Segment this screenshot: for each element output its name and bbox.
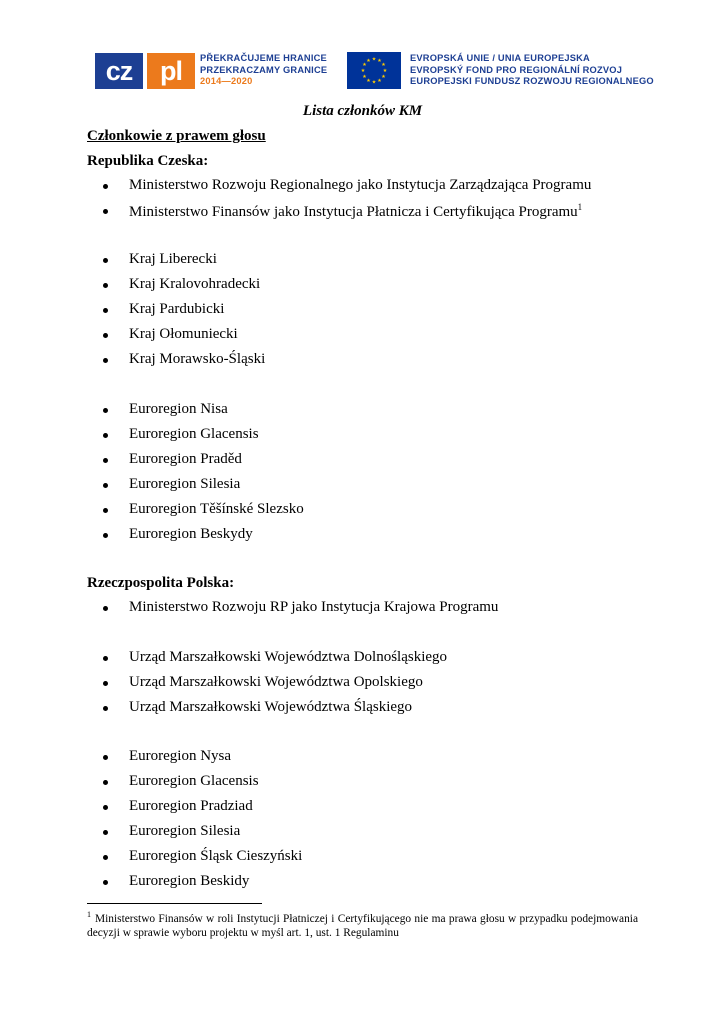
svg-text:★: ★ bbox=[371, 56, 377, 63]
bullet-icon bbox=[103, 606, 108, 611]
svg-text:★: ★ bbox=[377, 58, 382, 64]
list-item-text: Euroregion Pradziad bbox=[129, 798, 253, 814]
list-item-text: Urząd Marszałkowski Województwa Dolnośląskiego bbox=[129, 649, 448, 665]
bullet-icon bbox=[103, 830, 108, 835]
svg-text:★: ★ bbox=[366, 58, 371, 64]
eu-caption-line-1: EVROPSKÁ UNIE / UNIA EUROPEJSKA bbox=[410, 53, 590, 63]
bullet-icon bbox=[103, 755, 108, 760]
list-item-text: Ministerstwo Rozwoju Regionalnego jako Instytucja Zarządzająca Programu bbox=[129, 177, 592, 193]
list-item-text: Kraj Ołomuniecki bbox=[129, 326, 238, 342]
eu-caption-line-2: EVROPSKÝ FOND PRO REGIONÁLNÍ ROZVOJ bbox=[410, 64, 623, 75]
bullet-icon bbox=[103, 508, 108, 513]
bullet-icon bbox=[103, 656, 108, 661]
czpl-slogan-years: 2014—2020 bbox=[200, 76, 253, 87]
bullet-icon bbox=[103, 283, 108, 288]
eu-caption-line-3: EUROPEJSKI FUNDUSZ ROZWOJU REGIONALNEGO bbox=[410, 76, 654, 87]
bullet-icon bbox=[103, 308, 108, 313]
footnote-number: 1 bbox=[87, 910, 91, 919]
list-item-text: Ministerstwo Rozwoju RP jako Instytucja Krajowa Programu bbox=[129, 599, 499, 615]
svg-text:★: ★ bbox=[362, 62, 367, 68]
list-item-text: Euroregion Śląsk Cieszyński bbox=[129, 848, 303, 864]
czpl-slogan bbox=[200, 53, 327, 88]
list-item-text: Euroregion Praděd bbox=[129, 451, 242, 467]
czpl-logo-pl: pl bbox=[147, 53, 195, 89]
svg-text:★: ★ bbox=[366, 78, 371, 84]
bullet-icon bbox=[103, 533, 108, 538]
list-item-text: Urząd Marszałkowski Województwa Opolskiego bbox=[129, 674, 423, 690]
eu-flag-icon bbox=[347, 52, 401, 89]
list-item-text: Euroregion Silesia bbox=[129, 476, 241, 492]
czech-heading: Republika Czeska: bbox=[87, 153, 209, 169]
list-item-text: Kraj Liberecki bbox=[129, 251, 217, 267]
bullet-icon bbox=[103, 358, 108, 363]
czpl-slogan-line-2: PRZEKRACZAMY GRANICE bbox=[200, 64, 328, 75]
bullet-icon bbox=[103, 483, 108, 488]
footnote bbox=[87, 908, 638, 941]
list-item-text: Euroregion Glacensis bbox=[129, 773, 259, 789]
svg-text:★: ★ bbox=[382, 68, 388, 74]
list-item-text: Kraj Kralovohradecki bbox=[129, 276, 261, 292]
svg-text:★: ★ bbox=[371, 79, 377, 86]
bullet-icon bbox=[103, 880, 108, 885]
eu-stars-icon bbox=[347, 52, 401, 89]
svg-text:★: ★ bbox=[360, 68, 366, 74]
svg-text:★: ★ bbox=[381, 74, 386, 80]
bullet-icon bbox=[103, 855, 108, 860]
list-item-text: Euroregion Glacensis bbox=[129, 426, 259, 442]
voting-members-heading: Członkowie z prawem głosu bbox=[87, 128, 266, 144]
list-item-text: Ministerstwo Finansów jako Instytucja Płatnicza i Certyfikująca Programu bbox=[129, 204, 578, 220]
list-item-text: Kraj Pardubicki bbox=[129, 301, 225, 317]
svg-text:★: ★ bbox=[377, 78, 382, 84]
czpl-logo-cz: cz bbox=[95, 53, 143, 89]
list-item-text: Kraj Morawsko-Śląski bbox=[129, 351, 266, 367]
bullet-icon bbox=[103, 209, 108, 214]
svg-text:★: ★ bbox=[362, 74, 367, 80]
eu-caption bbox=[410, 53, 654, 88]
bullet-icon bbox=[103, 433, 108, 438]
list-item-text: Euroregion Nisa bbox=[129, 401, 228, 417]
list-item-text: Euroregion Beskydy bbox=[129, 526, 253, 542]
czpl-slogan-line-1: PŘEKRAČUJEME HRANICE bbox=[200, 53, 327, 63]
list-item-text-with-ref bbox=[129, 202, 582, 221]
bullet-icon bbox=[103, 333, 108, 338]
bullet-icon bbox=[103, 706, 108, 711]
list-item-text: Euroregion Beskidy bbox=[129, 873, 250, 889]
list-item-text: Euroregion Těšínské Slezsko bbox=[129, 501, 304, 517]
footnote-ref: 1 bbox=[577, 202, 583, 212]
bullet-icon bbox=[103, 258, 108, 263]
svg-text:★: ★ bbox=[381, 62, 386, 68]
footnote-divider bbox=[87, 903, 262, 904]
bullet-icon bbox=[103, 458, 108, 463]
bullet-icon bbox=[103, 780, 108, 785]
document-title: Lista członków KM bbox=[302, 103, 423, 119]
bullet-icon bbox=[103, 184, 108, 189]
bullet-icon bbox=[103, 805, 108, 810]
czpl-logo bbox=[95, 53, 195, 89]
footnote-text: Ministerstwo Finansów w roli Instytucji Płatniczej i Certyfikującego nie ma prawa głosu w przypadku podejmowania decyzji w sprawie wyboru projektu w myśl art. 1, ust. 1 Regulaminu bbox=[87, 912, 638, 940]
list-item-text: Urząd Marszałkowski Województwa Śląskiego bbox=[129, 699, 413, 715]
poland-heading: Rzeczpospolita Polska: bbox=[87, 575, 235, 591]
bullet-icon bbox=[103, 681, 108, 686]
list-item-text: Euroregion Silesia bbox=[129, 823, 241, 839]
list-item-text: Euroregion Nysa bbox=[129, 748, 232, 764]
bullet-icon bbox=[103, 408, 108, 413]
